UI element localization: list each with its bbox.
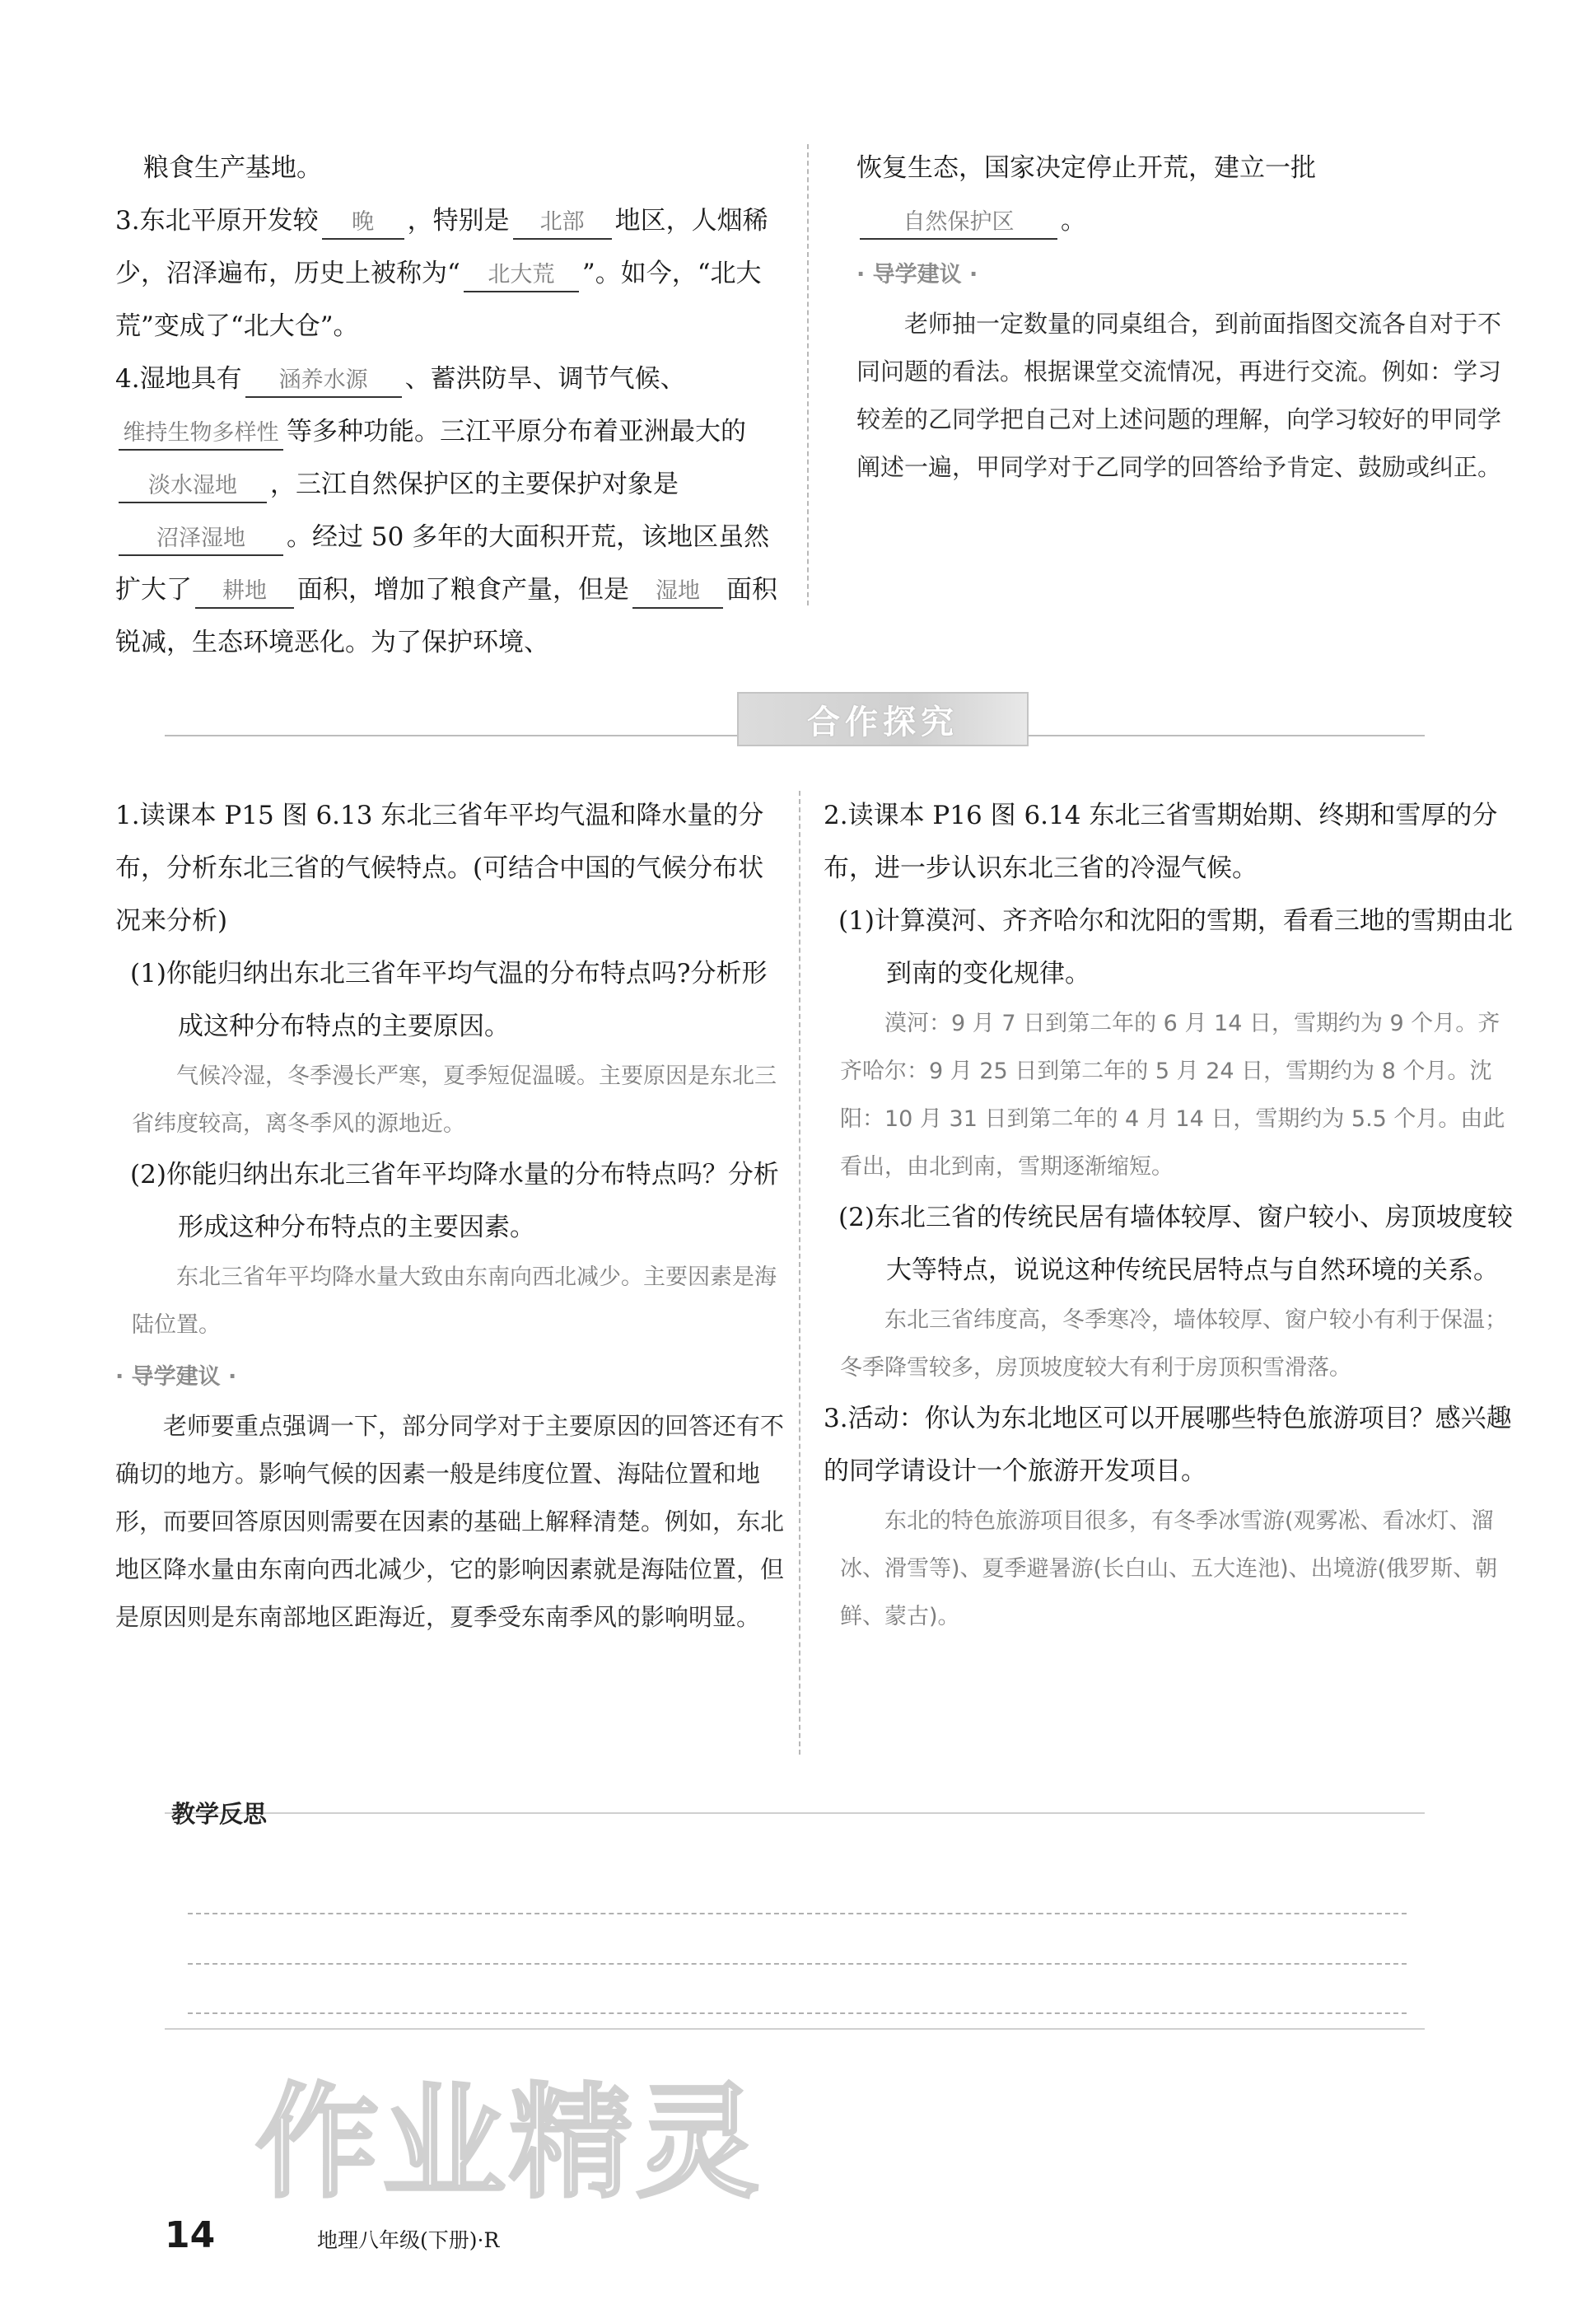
answer-blank: 北部 (513, 207, 612, 240)
answer-blank: 维持生物多样性 (119, 418, 283, 451)
question-1-2: (2)你能归纳出东北三省年平均降水量的分布特点吗？分析形成这种分布特点的主要因素。 (130, 1160, 779, 1242)
question-1: 1.读课本 P15 图 6.13 东北三省年平均气温和降水量的分布，分析东北三省的气候特点。(可结合中国的气候分布状况来分析) (115, 801, 764, 936)
answer-text: 东北三省年平均降水量大致由东南向西北减少。主要因素是海陆位置。 (132, 1264, 777, 1338)
answer-blank: 淡水湿地 (119, 470, 267, 503)
answer-text: 东北三省纬度高，冬季寒冷，墙体较厚、窗户较小有利于保温；冬季降雪较多，房顶坡度较大有利于房顶积雪滑落。 (840, 1307, 1507, 1381)
reflection-title: 教学反思 (171, 1800, 268, 1828)
question-4: 4.湿地具有 涵养水源 、蓄洪防旱、调节气候、维持生物多样性 等多种功能。三江平原分布着亚洲最大的淡水湿地 ，三江自然保护区的主要保护对象是沼泽湿地 。经过 50 多年的大面积开荒，该地区虽然扩大了 耕地 面积，增加了粮食产量，但是 湿地 面积锐减，生态环境恶化。为了保护环境、 (115, 364, 777, 657)
answer-text: 气候冷湿，冬季漫长严寒，夏季短促温暖。主要原因是东北三省纬度较高，离冬季风的源地近。 (132, 1063, 777, 1137)
answer-blank: 北大荒 (464, 259, 579, 292)
top-right-column (856, 142, 1515, 491)
top-left-column (115, 142, 791, 669)
question-2-2: (2)东北三省的传统民居有墙体较厚、窗户较小、房顶坡度较大等特点，说说这种传统民居特点与自然环境的关系。 (838, 1203, 1513, 1285)
question-1-1: (1)你能归纳出东北三省年平均气温的分布特点吗?分析形成这种分布特点的主要原因。 (130, 959, 768, 1041)
column-divider (807, 144, 809, 605)
bottom-right-column (824, 789, 1515, 1641)
footer-text: 地理八年级(下册)·R (317, 2228, 500, 2252)
section-title: 合作探究 (737, 692, 1029, 746)
page-number: 14 (165, 2214, 216, 2256)
question-3: 3.活动：你认为东北地区可以开展哪些特色旅游项目？感兴趣的同学请设计一个旅游开发项目。 (824, 1404, 1512, 1486)
answer-text: 东北的特色旅游项目很多，有冬季冰雪游(观雾凇、看冰灯、溜冰、滑雪等)、夏季避暑游(长白山、五大连池)、出境游(俄罗斯、朝鲜、蒙古)。 (840, 1508, 1498, 1629)
guide-text: 老师抽一定数量的同桌组合，到前面指图交流各自对于不同问题的看法。根据课堂交流情况，再进行交流。例如：学习较差的乙同学把自己对上述问题的理解，向学习较好的甲同学阐述一遍，甲同学对于乙同学的回答给予肯定、鼓励或纠正。 (856, 310, 1502, 481)
reflection-box (165, 1812, 1425, 2030)
answer-blank: 湿地 (632, 576, 723, 609)
watermark: 作业精灵 (255, 2072, 763, 2215)
answer-blank: 涵养水源 (245, 365, 402, 398)
writing-line (188, 1963, 1407, 1965)
answer-blank: 自然保护区 (860, 207, 1057, 240)
answer-blank: 晚 (322, 207, 404, 240)
answer-blank: 耕地 (195, 576, 294, 609)
question-2: 2.读课本 P16 图 6.14 东北三省雪期始期、终期和雪厚的分布，进一步认识东北三省的冷湿气候。 (824, 801, 1498, 883)
column-divider (799, 791, 800, 1755)
text-line: 粮食生产基地。 (143, 153, 322, 183)
guide-title: · 导学建议 · (856, 262, 978, 287)
guide-title: · 导学建议 · (115, 1364, 237, 1390)
answer-blank: 沼泽湿地 (119, 523, 283, 556)
guide-text: 老师要重点强调一下，部分同学对于主要原因的回答还有不确切的地方。影响气候的因素一般是纬度位置、海陆位置和地形，而要回答原因则需要在因素的基础上解释清楚。例如，东北地区降水量由东南向西北减少，它的影响因素就是海陆位置，但是原因则是东南部地区距海近，夏季受东南季风的影响明显。 (115, 1412, 785, 1631)
answer-text: 漠河：9 月 7 日到第二年的 6 月 14 日，雪期约为 9 个月。齐齐哈尔：9 月 25 日到第二年的 5 月 24 日，雪期约为 8 个月。沈阳：10 月 31 日到第二年的 4 月 14 日，雪期约为 5.5 个月。由此看出，由北到南，雪期逐渐缩短。 (840, 1011, 1505, 1180)
question-2-1: (1)计算漠河、齐齐哈尔和沈阳的雪期，看看三地的雪期由北到南的变化规律。 (838, 906, 1513, 989)
bottom-left-column (115, 789, 786, 1641)
writing-line (188, 2012, 1407, 2014)
text-line: 恢复生态，国家决定停止开荒，建立一批自然保护区 。 (856, 142, 1515, 247)
question-3: 3.东北平原开发较 晚 ，特别是 北部 地区，人烟稀少，沼泽遍布，历史上被称为“ 北大荒 ”。如今，“北大荒”变成了“北大仓”。 (115, 206, 768, 341)
writing-line (188, 1913, 1407, 1914)
